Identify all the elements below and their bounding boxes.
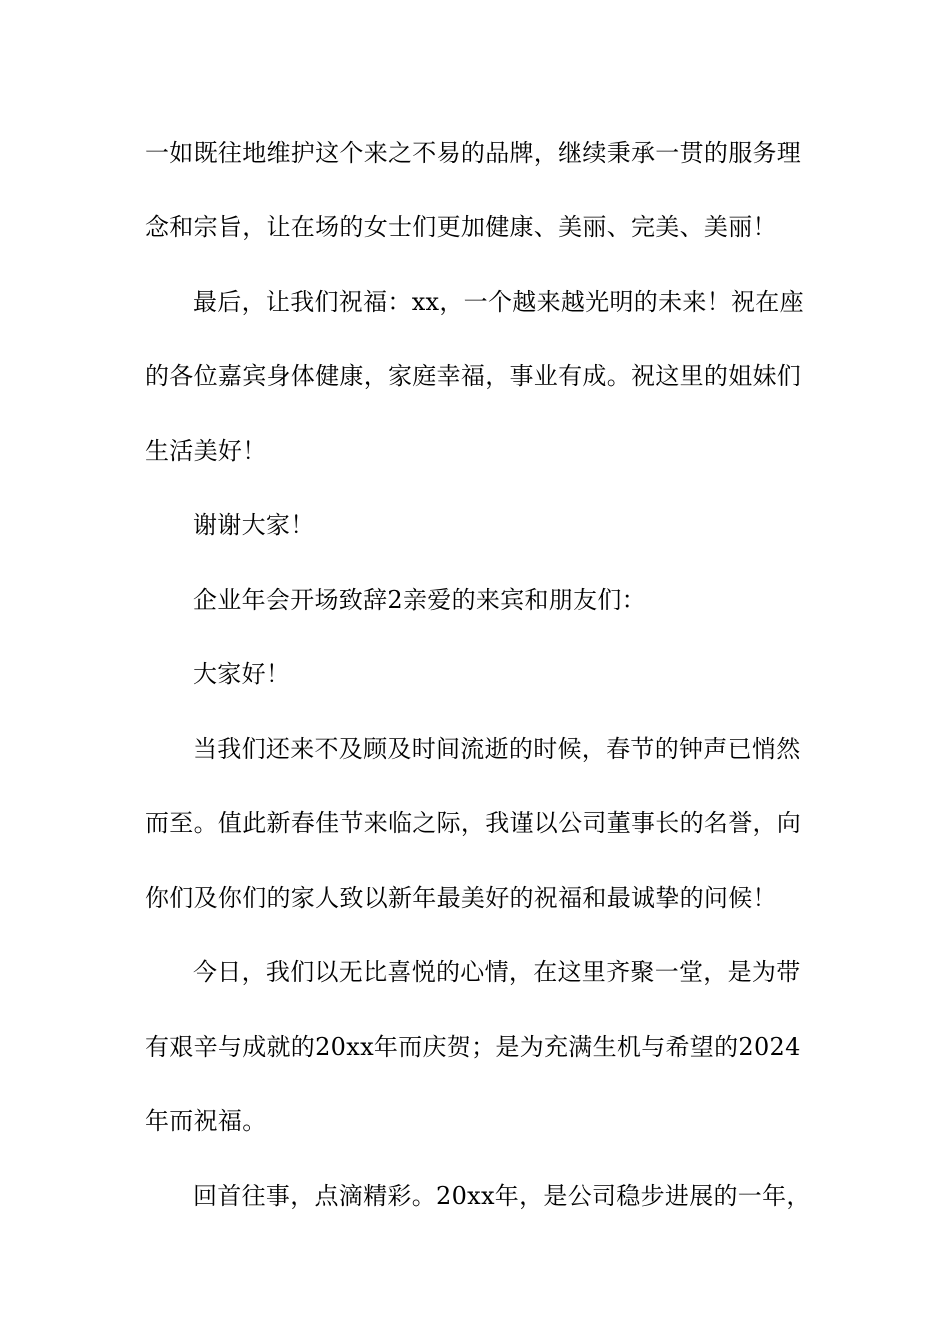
- text-line: 念和宗旨，让在场的女士们更加健康、美丽、完美、美丽！: [145, 213, 777, 241]
- greeting: 大家好！: [193, 660, 291, 688]
- paragraph-start: 谢谢大家！: [193, 511, 315, 539]
- text-line: 而至。值此新春佳节来临之际，我谨以公司董事长的名誉，向: [145, 809, 802, 837]
- paragraph-start: 当我们还来不及顾及时间流逝的时候，春节的钟声已悄然: [193, 735, 801, 763]
- text-line: 你们及你们的家人致以新年最美好的祝福和最诚挚的问候！: [145, 884, 777, 912]
- paragraph-start: 回首往事，点滴精彩。20xx年，是公司稳步进展的一年，: [193, 1182, 811, 1210]
- text-line: 一如既往地维护这个来之不易的品牌，继续秉承一贯的服务理: [145, 139, 802, 167]
- text-line: 有艰辛与成就的20xx年而庆贺；是为充满生机与希望的2024: [145, 1033, 801, 1061]
- text-line: 生活美好！: [145, 437, 267, 465]
- text-line: 的各位嘉宾身体健康，家庭幸福，事业有成。祝这里的姐妹们: [145, 362, 802, 390]
- section-heading: 企业年会开场致辞2亲爱的来宾和朋友们：: [193, 586, 646, 614]
- paragraph-start: 最后，让我们祝福：xx，一个越来越光明的未来！祝在座: [193, 288, 804, 316]
- text-line: 年而祝福。: [145, 1107, 267, 1135]
- paragraph-start: 今日，我们以无比喜悦的心情，在这里齐聚一堂，是为带: [193, 958, 801, 986]
